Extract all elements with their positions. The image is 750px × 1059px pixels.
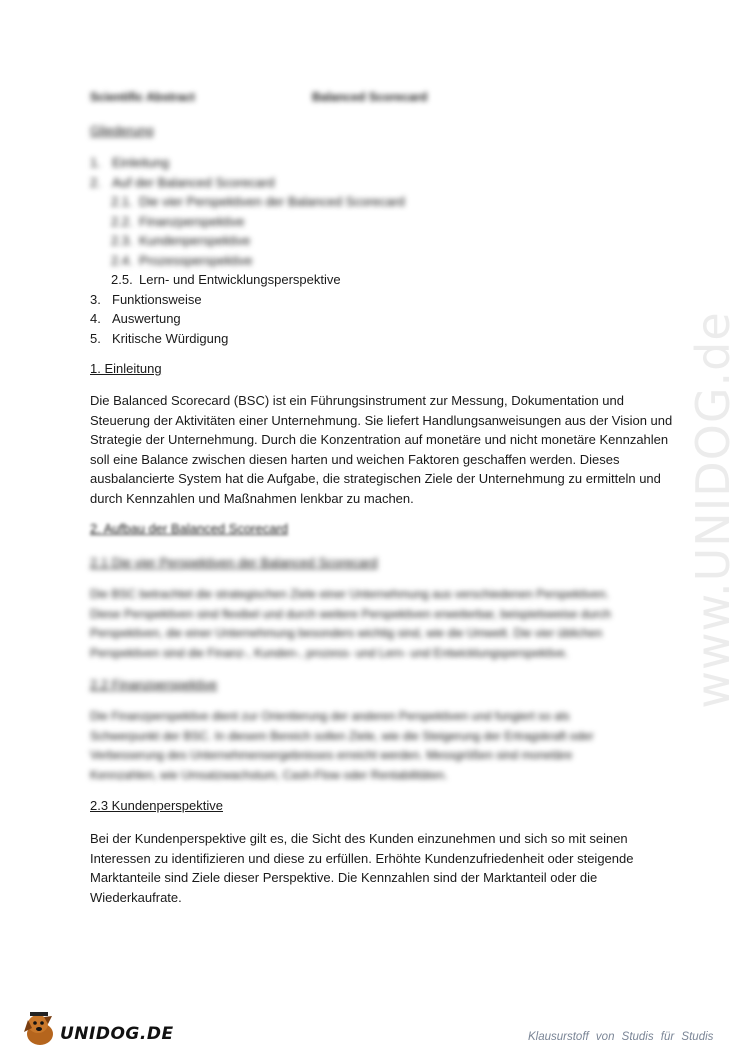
text-line: soll eine Balance zwischen diesen harten und weichen Faktoren geschaffen werden. Dieses: [90, 451, 620, 467]
text-line: Die Finanzperspektive dient zur Orientierung der anderen Perspektiven und fungiert so als: [90, 709, 570, 723]
toc-item: [90, 251, 650, 271]
toc-item-number: 2.3.: [111, 233, 133, 248]
text-line: Wiederkaufrate.: [90, 889, 182, 905]
watermark-text: www.UNIDOG.de: [686, 311, 740, 709]
toc-item-label: Finanzperspektive: [139, 213, 245, 229]
header-right: Balanced Scorecard: [312, 90, 428, 104]
logo-wordmark: UNIDOG.DE: [60, 1024, 174, 1044]
text-line: Bei der Kundenperspektive gilt es, die Sicht des Kunden einzunehmen und sich so mit seinen: [90, 831, 628, 846]
toc-item-number: 2.5.: [111, 272, 133, 287]
text-line: Steuerung der Aktivitäten einer Unternehmung. Sie liefert Handlungsanweisungen aus der Vision und: [90, 412, 673, 428]
toc-item: [90, 290, 650, 310]
section-2-1-paragraph: [90, 585, 665, 663]
text-line: Die Balanced Scorecard (BSC) ist ein Führungsinstrument zur Messung, Dokumentation und: [90, 393, 624, 408]
toc-item-label: Auswertung: [112, 311, 181, 326]
header-left: Scientific Abstract: [90, 90, 195, 104]
toc-item-number: 1.: [90, 155, 101, 170]
unidog-logo[interactable]: [22, 1012, 174, 1052]
section-2-heading: 2. Aufbau der Balanced Scorecard: [90, 521, 289, 536]
toc-item-number: 3.: [90, 291, 101, 307]
toc-item-number: 2.1.: [111, 194, 133, 209]
section-2-3-heading: 2.3 Kundenperspektive: [90, 798, 223, 813]
dog-mascot-icon: [22, 1012, 62, 1048]
toc-item-number: 2.: [90, 174, 101, 190]
footer-tagline: Klausurstoff von Studis für Studis: [528, 1031, 714, 1043]
section-2-1-heading: 2.1 Die vier Perspektiven der Balanced Scorecard: [90, 555, 378, 570]
toc-item-label: Kundenperspektive: [139, 233, 251, 248]
toc-item-label: Prozessperspektive: [139, 252, 253, 268]
outline-title: Gliederung: [90, 123, 154, 138]
toc-item: [90, 192, 650, 212]
text-line: Schwerpunkt der BSC. In diesem Bereich sollen Ziele, wie die Steigerung der Ertragskraft oder: [90, 728, 594, 743]
toc-item: [90, 212, 650, 232]
table-of-contents: [90, 153, 650, 348]
text-line: Interessen zu identifizieren und diese zu erfüllen. Erhöhte Kundenzufriedenheit oder steigende: [90, 850, 634, 866]
toc-item: [90, 270, 650, 290]
text-line: durch Kennzahlen und Maßnahmen lenkbar zu machen.: [90, 490, 414, 506]
text-line: ausbalancierte System hat die Aufgabe, die strategischen Ziele der Unternehmung zu ermitteln und: [90, 471, 661, 487]
text-line: Die BSC betrachtet die strategischen Ziele einer Unternehmung aus verschiedenen Perspektiven.: [90, 587, 609, 601]
text-line: Diese Perspektiven sind flexibel und durch weitere Perspektiven erweiterbar, beispielsweise durch: [90, 606, 611, 621]
toc-item-label: Einleitung: [112, 155, 170, 170]
toc-item-label: Kritische Würdigung: [112, 330, 229, 346]
toc-item: [90, 329, 650, 349]
toc-item-label: Lern- und Entwicklungsperspektive: [139, 272, 341, 287]
toc-item: [90, 309, 650, 329]
toc-item: [90, 173, 650, 193]
toc-item-label: Auf der Balanced Scorecard: [112, 174, 275, 190]
text-line: Marktanteile sind Ziele dieser Perspektive. Die Kennzahlen sind der Marktanteil oder die: [90, 870, 598, 886]
toc-item-number: 2.4.: [111, 252, 133, 268]
watermark: [663, 280, 750, 740]
toc-item: [90, 231, 650, 251]
text-line: Verbesserung des Unternehmensergebnisses erreicht werden. Messgrößen sind monetäre: [90, 748, 573, 763]
text-line: Kennzahlen, wie Umsatzwachstum, Cash-Flow oder Rentabilitäten.: [90, 767, 448, 782]
section-2-3-paragraph: [90, 829, 665, 907]
text-line: Strategie der Unternehmung. Durch die Konzentration auf monetäre und nicht monetäre Kennzahlen: [90, 432, 669, 448]
toc-item-label: Die vier Perspektiven der Balanced Scorecard: [139, 194, 405, 209]
section-2-2-heading: 2.2 Finanzperspektive: [90, 677, 218, 692]
toc-item-number: 4.: [90, 311, 101, 326]
toc-item-number: 2.2.: [111, 213, 133, 229]
section-1-paragraph: [90, 391, 673, 509]
text-line: Perspektiven, die einer Unternehmung besonders wichtig sind, wie die Umwelt. Die vier üblichen: [90, 626, 603, 641]
toc-item-label: Funktionsweise: [112, 291, 202, 307]
toc-item: [90, 153, 650, 173]
section-1-heading: 1. Einleitung: [90, 361, 162, 376]
text-line: Perspektiven sind die Finanz-, Kunden-, prozess- und Lern- und Entwicklungsperspektive.: [90, 645, 569, 660]
section-2-2-paragraph: [90, 707, 665, 785]
toc-item-number: 5.: [90, 330, 101, 346]
